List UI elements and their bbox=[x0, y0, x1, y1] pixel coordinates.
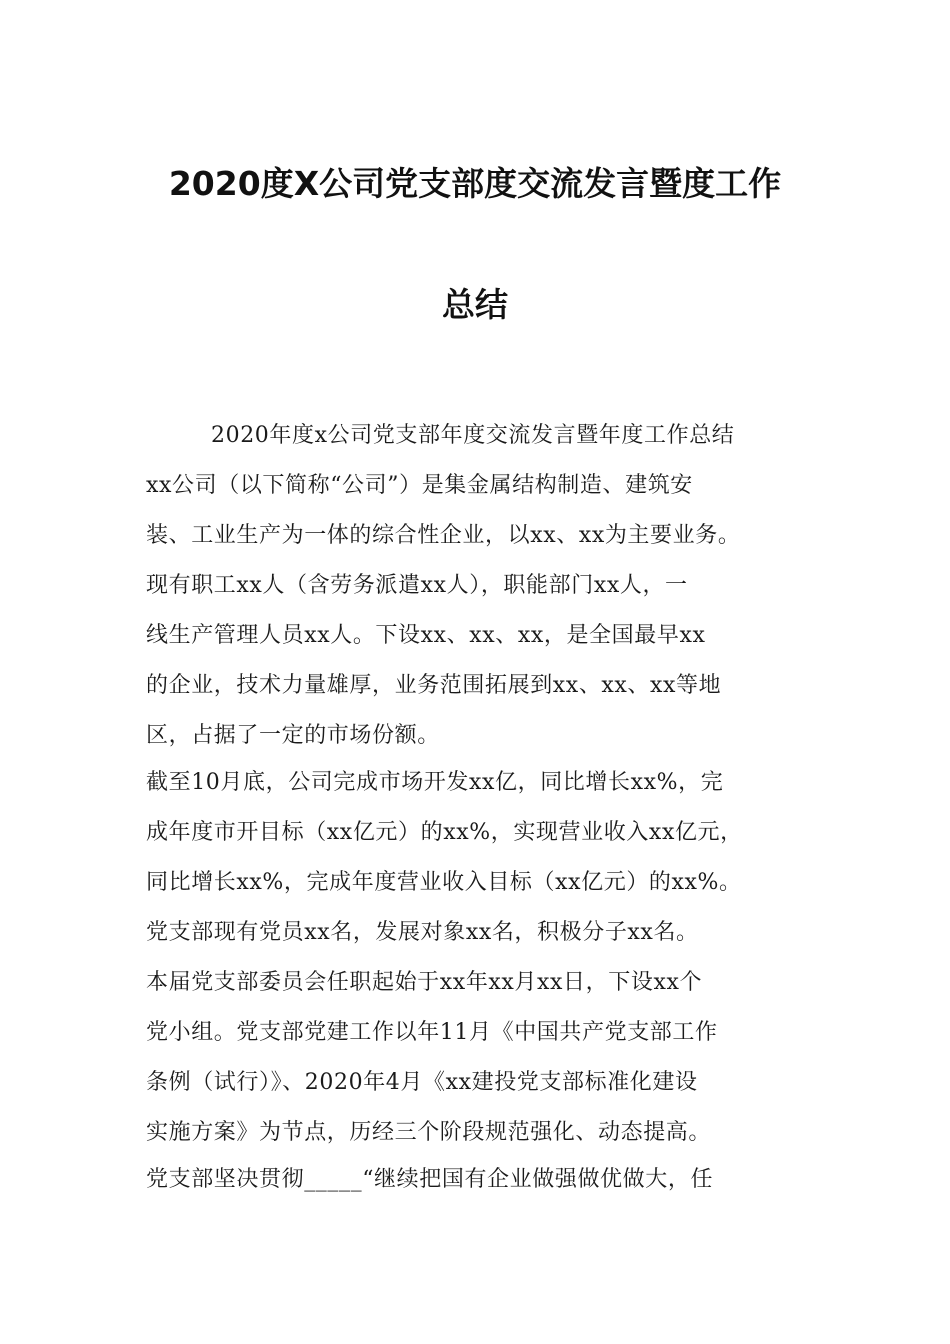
document-title-line-1: 2020度X公司党支部度交流发言暨度工作 bbox=[168, 164, 782, 203]
body-line: 本届党支部委员会任职起始于xx年xx月xx日，下设xx个 bbox=[146, 970, 703, 995]
body-line: 党小组。党支部党建工作以年11月《中国共产党支部工作 bbox=[146, 1020, 718, 1045]
body-line: 装、工业生产为一体的综合性企业，以xx、xx为主要业务。 bbox=[146, 523, 741, 548]
body-line: xx公司（以下简称“公司”）是集金属结构制造、建筑安 bbox=[146, 473, 693, 498]
body-line: 区，占据了一定的市场份额。 bbox=[146, 723, 440, 748]
body-line: 党支部现有党员xx名，发展对象xx名，积极分子xx名。 bbox=[146, 920, 699, 945]
body-line: 党支部坚决贯彻_____“继续把国有企业做强做优做大，任 bbox=[146, 1167, 714, 1192]
body-line: 线生产管理人员xx人。下设xx、xx、xx，是全国最早xx bbox=[146, 623, 706, 648]
body-line: 2020年度x公司党支部年度交流发言暨年度工作总结 bbox=[211, 423, 735, 448]
body-line: 截至10月底，公司完成市场开发xx亿，同比增长xx%，完 bbox=[146, 770, 724, 795]
body-line: 条例（试行）》、2020年4月《xx建投党支部标准化建设 bbox=[146, 1070, 698, 1095]
body-line: 成年度市开目标（xx亿元）的xx%，实现营业收入xx亿元， bbox=[146, 820, 743, 845]
body-line: 同比增长xx%，完成年度营业收入目标（xx亿元）的xx%。 bbox=[146, 870, 742, 895]
body-line: 现有职工xx人（含劳务派遣xx人），职能部门xx人，一 bbox=[146, 573, 688, 598]
body-line: 的企业，技术力量雄厚，业务范围拓展到xx、xx、xx等地 bbox=[146, 673, 722, 698]
body-line: 实施方案》为节点，历经三个阶段规范强化、动态提高。 bbox=[146, 1120, 712, 1145]
document-title-line-2: 总结 bbox=[442, 285, 508, 324]
